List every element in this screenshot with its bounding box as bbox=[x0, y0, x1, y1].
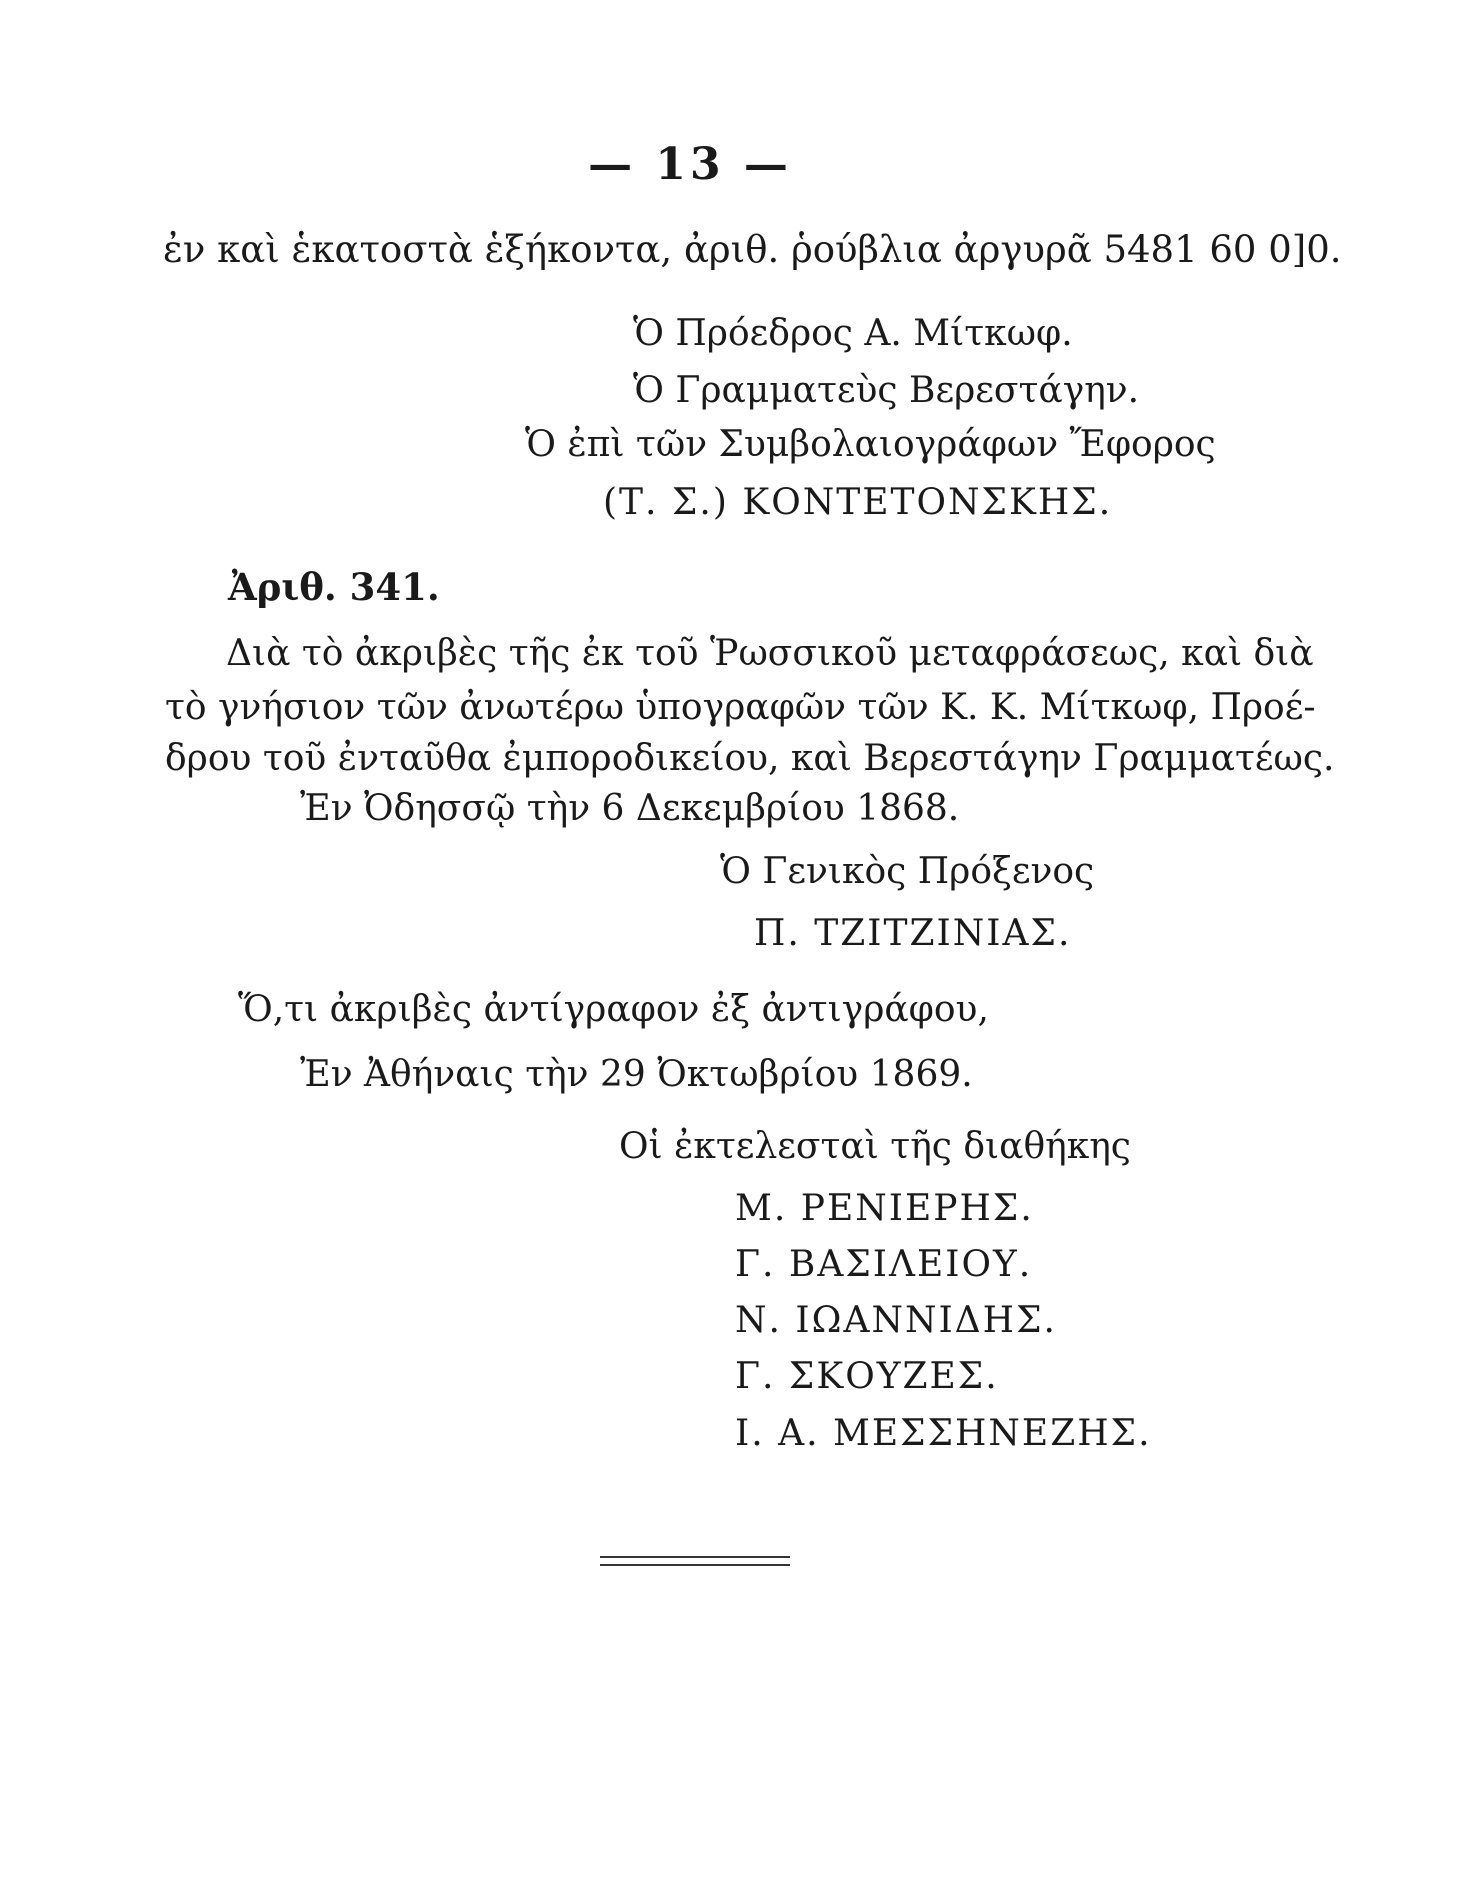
secretary-signature: Ὁ Γραμματεὺς Βερεστάγην. bbox=[633, 370, 1140, 411]
certification-line-1: Διὰ τὸ ἀκριβὲς τῆς ἐκ τοῦ Ῥωσσικοῦ μεταφράσεως, καὶ διὰ bbox=[226, 633, 1314, 674]
executor-name-4: Γ. ΣΚΟΥΖΕΣ. bbox=[735, 1356, 999, 1397]
copy-note: Ὅ,τι ἀκριβὲς ἀντίγραφον ἐξ ἀντιγράφου, bbox=[238, 989, 989, 1030]
executor-name-3: Ν. ΙΩΑΝΝΙΔΗΣ. bbox=[735, 1300, 1057, 1341]
certification-place-date: Ἐν Ὀδησσῷ τὴν 6 Δεκεμβρίου 1868. bbox=[300, 788, 960, 829]
certification-line-3: δρου τοῦ ἐνταῦθα ἐμποροδικείου, καὶ Βερεστάγην Γραμματέως. bbox=[165, 738, 1335, 779]
closing-rule bbox=[600, 1556, 790, 1566]
executors-heading: Οἱ ἐκτελεσταὶ τῆς διαθήκης bbox=[619, 1126, 1131, 1167]
executor-name-2: Γ. ΒΑΣΙΛΕΙΟΥ. bbox=[735, 1244, 1033, 1285]
executor-name-1: Μ. ΡΕΝΙΕΡΗΣ. bbox=[735, 1188, 1034, 1229]
copy-place-date: Ἐν Ἀθήναις τὴν 29 Ὀκτωβρίου 1869. bbox=[300, 1054, 973, 1095]
page-number: — 13 — bbox=[588, 139, 792, 190]
president-signature: Ὁ Πρόεδρος Α. Μίτκωφ. bbox=[633, 313, 1073, 354]
executor-name-5: Ι. Α. ΜΕΣΣΗΝΕΖΗΣ. bbox=[735, 1413, 1152, 1454]
consul-name: Π. ΤΖΙΤΖΙΝΙΑΣ. bbox=[754, 913, 1072, 954]
certification-line-2: τὸ γνήσιον τῶν ἀνωτέρω ὑπογραφῶν τῶν Κ. Κ. Μίτκωφ, Προέ- bbox=[165, 687, 1316, 728]
amount-line: ἐν καὶ ἑκατοστὰ ἑξήκοντα, ἀριθ. ῥούβλια ἀργυρᾶ 5481 60 0]0. bbox=[163, 228, 1342, 271]
seal-name: (Τ. Σ.) ΚΟΝΤΕΤΟΝΣΚΗΣ. bbox=[603, 482, 1113, 523]
ephor-title: Ὁ ἐπὶ τῶν Συμβολαιογράφων Ἔφορος bbox=[525, 424, 1216, 465]
number-heading: Ἀριθ. 341. bbox=[228, 565, 440, 609]
consul-title: Ὁ Γενικὸς Πρόξενος bbox=[720, 851, 1095, 892]
